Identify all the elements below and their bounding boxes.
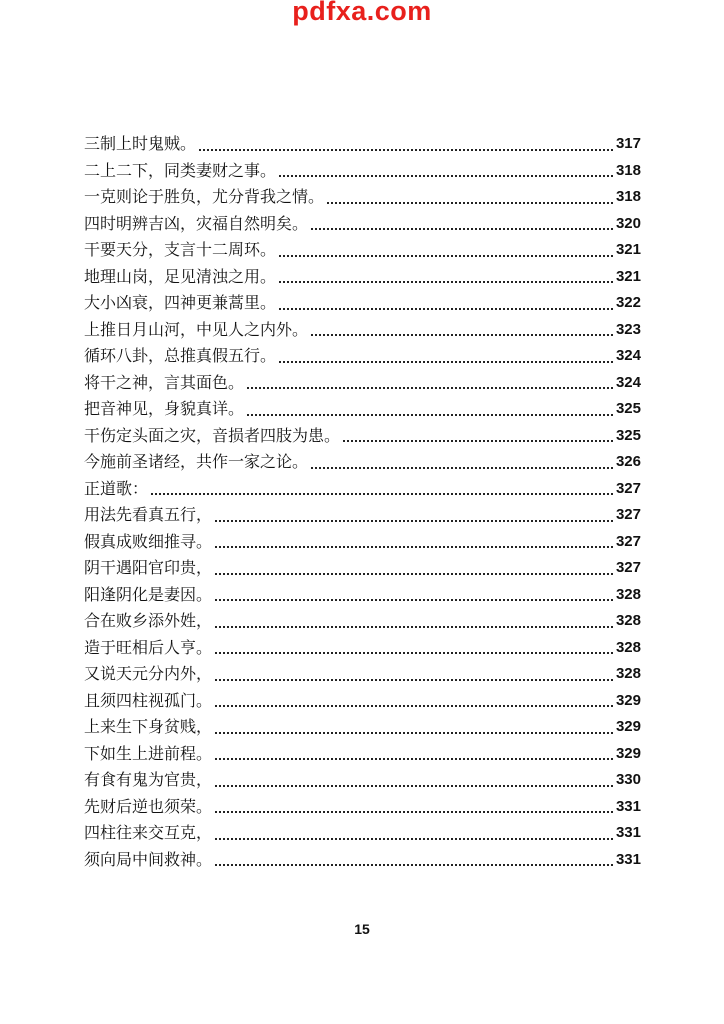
toc-entry[interactable] <box>84 184 641 211</box>
toc-entry-page: 318 <box>615 161 641 179</box>
toc-entry-title: 二上二下，同类妻财之事。 <box>84 160 277 180</box>
toc-dot-leader <box>215 732 613 734</box>
toc-entry-page: 328 <box>615 585 641 603</box>
toc-entry-page: 325 <box>615 400 641 417</box>
toc-entry-title: 干要天分，支言十二周环。 <box>84 240 277 259</box>
toc-dot-leader <box>247 414 613 416</box>
toc-entry-page: 328 <box>615 612 641 629</box>
toc-entry-title: 四柱往来交互克， <box>84 823 213 842</box>
toc-entry[interactable] <box>84 317 641 344</box>
toc-entry-page: 324 <box>615 373 641 391</box>
toc-entry[interactable] <box>84 343 641 370</box>
toc-entry-page: 331 <box>615 850 641 868</box>
toc-entry-title: 干伤定头面之灾，音损者四肢为患。 <box>84 425 341 445</box>
toc-entry[interactable] <box>84 423 641 450</box>
toc-dot-leader <box>343 440 613 442</box>
toc-entry-page: 327 <box>615 479 641 497</box>
toc-dot-leader <box>311 334 613 336</box>
toc-entry-title: 把音神见，身貌真详。 <box>84 399 245 418</box>
toc-entry[interactable] <box>84 370 641 397</box>
toc-dot-leader <box>215 599 613 601</box>
watermark-logo: pdfxa.com <box>292 0 432 26</box>
toc-entry-page: 327 <box>615 559 641 576</box>
toc-entry-page: 331 <box>615 797 641 815</box>
toc-dot-leader <box>215 546 613 548</box>
toc-entry-title: 地理山岗，足见清浊之用。 <box>84 266 277 286</box>
toc-dot-leader <box>215 520 613 522</box>
toc-entry-title: 三制上时鬼贼。 <box>84 134 197 153</box>
toc-dot-leader <box>279 361 613 363</box>
toc-entry-title: 今施前圣诸经，共作一家之论。 <box>84 452 309 471</box>
toc-entry-page: 328 <box>615 665 641 682</box>
toc-entry-page: 329 <box>615 744 641 762</box>
toc-dot-leader <box>279 308 613 310</box>
toc-dot-leader <box>215 864 613 866</box>
toc-entry-title: 阴干遇阳官印贵， <box>84 558 213 577</box>
toc-dot-leader <box>279 281 613 283</box>
toc-dot-leader <box>279 255 613 257</box>
toc-entry-page: 326 <box>615 453 641 470</box>
toc-entry-title: 假真成败细推寻。 <box>84 531 213 551</box>
toc-entry[interactable] <box>84 635 641 662</box>
toc-entry-page: 329 <box>615 691 641 709</box>
toc-entry-title: 合在败乡添外姓， <box>84 611 213 630</box>
toc-entry[interactable] <box>84 582 641 609</box>
toc-dot-leader <box>215 838 613 840</box>
toc-entry[interactable] <box>84 237 641 264</box>
toc-dot-leader <box>215 652 613 654</box>
toc-entry-title: 下如生上进前程。 <box>84 743 213 763</box>
toc-entry[interactable] <box>84 449 641 476</box>
toc-entry-page: 331 <box>615 824 641 841</box>
toc-entry-page: 317 <box>615 135 641 152</box>
toc-dot-leader <box>311 467 613 469</box>
toc-entry[interactable] <box>84 741 641 768</box>
toc-entry[interactable] <box>84 820 641 847</box>
toc-dot-leader <box>215 758 613 760</box>
toc-dot-leader <box>215 811 613 813</box>
toc-entry-title: 造于旺相后人亨。 <box>84 637 213 657</box>
toc-entry-title: 循环八卦，总推真假五行。 <box>84 346 277 365</box>
toc-dot-leader <box>247 387 613 389</box>
toc-entry[interactable] <box>84 264 641 291</box>
toc-entry-page: 321 <box>615 267 641 285</box>
toc-dot-leader <box>215 679 613 681</box>
toc-entry-page: 322 <box>615 294 641 311</box>
toc-entry-page: 329 <box>615 718 641 735</box>
toc-entry[interactable] <box>84 847 641 874</box>
toc-entry-page: 321 <box>615 241 641 258</box>
toc-entry-title: 有食有鬼为官贵， <box>84 770 213 789</box>
toc-entry[interactable] <box>84 158 641 185</box>
toc-entry[interactable] <box>84 688 641 715</box>
toc-entry-title: 先财后逆也须荣。 <box>84 796 213 816</box>
toc-entry[interactable] <box>84 555 641 582</box>
toc-entry[interactable] <box>84 396 641 423</box>
toc-entry-title: 上推日月山河，中见人之内外。 <box>84 319 309 339</box>
toc-dot-leader <box>327 202 613 204</box>
toc-entry-title: 须向局中间救神。 <box>84 849 213 869</box>
toc-entry-page: 327 <box>615 532 641 550</box>
toc-entry-page: 325 <box>615 426 641 444</box>
toc-entry-title: 大小凶衰，四神更兼蒿里。 <box>84 293 277 312</box>
toc-entry-page: 324 <box>615 347 641 364</box>
toc-entry-title: 且须四柱视孤门。 <box>84 690 213 710</box>
toc-entry-title: 将干之神，言其面色。 <box>84 372 245 392</box>
toc-entry[interactable] <box>84 502 641 529</box>
toc-entry[interactable] <box>84 714 641 741</box>
toc-entry[interactable] <box>84 767 641 794</box>
toc-entry-title: 正道歌： <box>84 478 149 498</box>
toc-dot-leader <box>215 785 613 787</box>
toc-entry[interactable] <box>84 476 641 503</box>
toc-entry-title: 四时明辨吉凶，灾福自然明矣。 <box>84 213 309 233</box>
toc-entry-title: 上来生下身贫贱， <box>84 717 213 736</box>
toc-entry[interactable] <box>84 661 641 688</box>
toc-entry-page: 318 <box>615 188 641 205</box>
toc-entry-page: 330 <box>615 771 641 788</box>
toc-dot-leader <box>215 705 613 707</box>
toc-entry-page: 323 <box>615 320 641 338</box>
toc-entry-title: 阳逢阴化是妻因。 <box>84 584 213 604</box>
toc-entry-page: 328 <box>615 638 641 656</box>
page-number: 15 <box>354 921 370 937</box>
toc-entry-title: 又说天元分内外， <box>84 664 213 683</box>
table-of-contents <box>84 131 641 873</box>
toc-dot-leader <box>215 626 613 628</box>
toc-dot-leader <box>311 228 613 230</box>
toc-entry-page: 320 <box>615 214 641 232</box>
toc-entry-page: 327 <box>615 506 641 523</box>
toc-entry[interactable] <box>84 131 641 158</box>
toc-entry-title: 一克则论于胜负，尤分背我之情。 <box>84 187 325 206</box>
toc-entry-title: 用法先看真五行， <box>84 505 213 524</box>
toc-entry[interactable] <box>84 794 641 821</box>
toc-dot-leader <box>199 149 613 151</box>
toc-entry[interactable] <box>84 529 641 556</box>
toc-dot-leader <box>215 573 613 575</box>
toc-entry[interactable] <box>84 290 641 317</box>
toc-dot-leader <box>151 493 613 495</box>
toc-dot-leader <box>279 175 613 177</box>
toc-entry[interactable] <box>84 608 641 635</box>
toc-entry[interactable] <box>84 211 641 238</box>
